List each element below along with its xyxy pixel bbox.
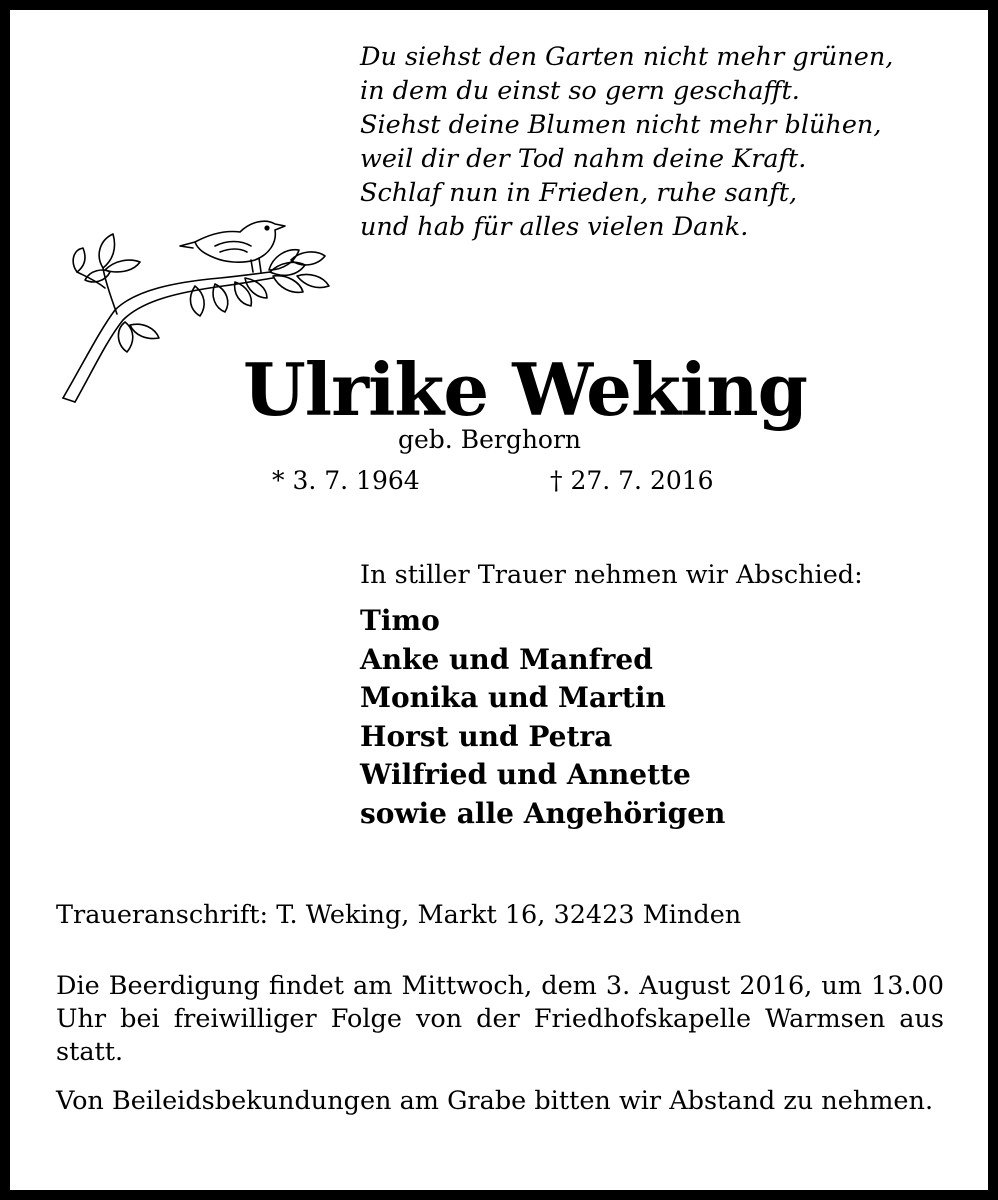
maiden-name: geb. Berghorn xyxy=(398,425,582,454)
poem-line: Du siehst den Garten nicht mehr grünen, xyxy=(360,42,894,72)
deceased-name: Ulrike Weking xyxy=(243,347,807,432)
poem-line: in dem du einst so gern geschafft. xyxy=(360,76,800,106)
poem xyxy=(360,40,893,244)
mourner: Anke und Manfred xyxy=(360,642,653,676)
mourner: Wilfried und Annette xyxy=(360,758,691,791)
poem-line: weil dir der Tod nahm deine Kraft. xyxy=(360,144,807,174)
mourner: sowie alle Angehörigen xyxy=(360,796,726,830)
poem-line: und hab für alles vielen Dank. xyxy=(360,212,749,242)
mourner: Timo xyxy=(360,604,440,637)
birth-date: * 3. 7. 1964 xyxy=(272,466,420,495)
poem-line: Siehst deine Blumen nicht mehr blühen, xyxy=(360,110,882,140)
condolence-notice: Von Beileidsbekundungen am Grabe bitten wir Abstand zu nehmen. xyxy=(56,1086,934,1116)
mourning-address: Traueranschrift: T. Weking, Markt 16, 32423 Minden xyxy=(56,900,742,930)
mourner: Horst und Petra xyxy=(360,719,613,753)
death-date: † 27. 7. 2016 xyxy=(550,466,714,495)
mourners-list xyxy=(360,602,725,833)
funeral-notice: Die Beerdigung findet am Mittwoch, dem 3. August 2016, um 13.00 Uhr bei freiwilliger Folge von der Friedhofskapelle Warmsen aus statt. xyxy=(56,971,944,1067)
mourning-intro: In stiller Trauer nehmen wir Abschied: xyxy=(360,560,863,590)
poem-line: Schlaf nun in Frieden, ruhe sanft, xyxy=(360,178,798,208)
mourner: Monika und Martin xyxy=(360,681,666,714)
